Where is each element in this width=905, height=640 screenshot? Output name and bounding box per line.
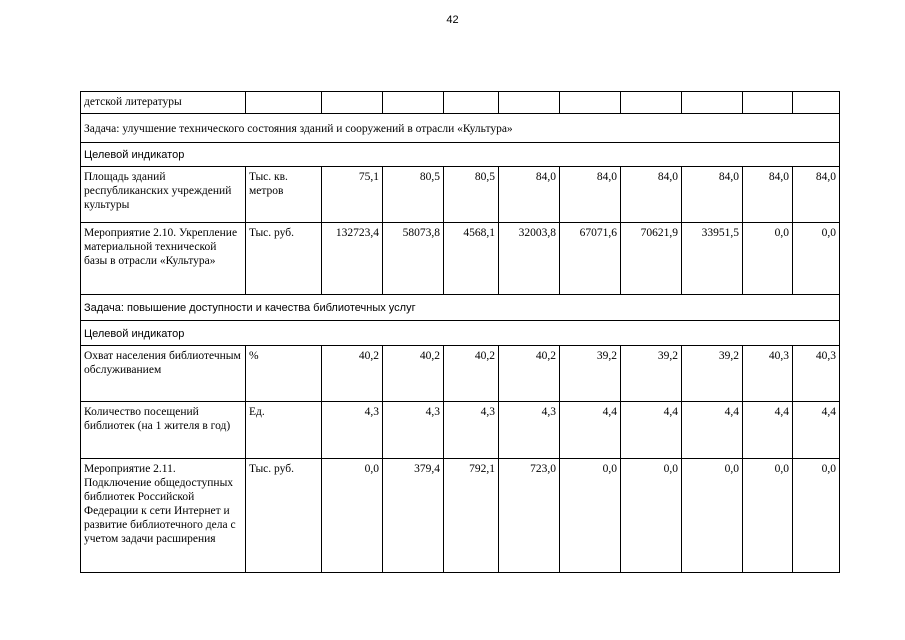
table-row [81,92,840,114]
value-cell [743,92,793,114]
section-row [81,295,840,321]
value-cell: 39,2 [560,346,621,402]
section-heading: Задача: повышение доступности и качества библиотечных услуг [81,295,840,321]
value-cell: 723,0 [499,459,560,573]
value-cell [793,92,840,114]
value-cell: 84,0 [743,167,793,223]
value-cell: 40,2 [444,346,499,402]
unit-cell: % [246,346,322,402]
table-row [81,459,840,573]
value-cell: 40,2 [499,346,560,402]
value-cell: 4,3 [383,402,444,459]
table-row [81,346,840,402]
indicator-name: детской литературы [81,92,246,114]
value-cell: 0,0 [743,459,793,573]
value-cell: 40,2 [383,346,444,402]
table-body [81,92,840,573]
value-cell: 4568,1 [444,223,499,295]
section-heading: Задача: улучшение технического состояния зданий и сооружений в отрасли «Культура» [81,114,840,143]
unit-cell: Тыс. кв. метров [246,167,322,223]
unit-cell: Тыс. руб. [246,223,322,295]
unit-cell: Ед. [246,402,322,459]
value-cell: 67071,6 [560,223,621,295]
value-cell: 32003,8 [499,223,560,295]
value-cell [322,92,383,114]
value-cell [682,92,743,114]
value-cell: 4,3 [322,402,383,459]
indicator-name: Мероприятие 2.11. Подключение общедоступных библиотек Российской Федерации к сети Интернет и развитие библиотечного дела с учетом задачи расширения [81,459,246,573]
value-cell: 80,5 [383,167,444,223]
value-cell: 80,5 [444,167,499,223]
value-cell: 4,4 [743,402,793,459]
value-cell: 75,1 [322,167,383,223]
table-row [81,223,840,295]
value-cell: 4,4 [621,402,682,459]
value-cell [444,92,499,114]
value-cell: 84,0 [682,167,743,223]
value-cell: 0,0 [560,459,621,573]
value-cell: 4,4 [793,402,840,459]
value-cell [621,92,682,114]
section-heading: Целевой индикатор [81,321,840,346]
value-cell: 0,0 [621,459,682,573]
section-row [81,321,840,346]
value-cell: 84,0 [560,167,621,223]
value-cell: 4,4 [560,402,621,459]
value-cell: 84,0 [621,167,682,223]
value-cell: 0,0 [793,223,840,295]
value-cell: 33951,5 [682,223,743,295]
value-cell [383,92,444,114]
page-number: 42 [446,14,459,26]
value-cell: 0,0 [682,459,743,573]
value-cell: 58073,8 [383,223,444,295]
value-cell: 4,3 [499,402,560,459]
value-cell: 0,0 [743,223,793,295]
indicator-name: Мероприятие 2.10. Укрепление материальной технической базы в отрасли «Культура» [81,223,246,295]
value-cell: 0,0 [793,459,840,573]
value-cell: 70621,9 [621,223,682,295]
section-row [81,114,840,143]
value-cell: 40,3 [793,346,840,402]
value-cell: 4,3 [444,402,499,459]
value-cell: 39,2 [682,346,743,402]
value-cell: 792,1 [444,459,499,573]
value-cell [499,92,560,114]
indicator-name: Количество посещений библиотек (на 1 жителя в год) [81,402,246,459]
value-cell: 4,4 [682,402,743,459]
value-cell: 84,0 [793,167,840,223]
unit-cell [246,92,322,114]
indicator-name: Охват населения библиотечным обслуживанием [81,346,246,402]
value-cell [560,92,621,114]
value-cell: 379,4 [383,459,444,573]
unit-cell: Тыс. руб. [246,459,322,573]
section-heading: Целевой индикатор [81,143,840,167]
indicator-name: Площадь зданий республиканских учреждений культуры [81,167,246,223]
table-row [81,167,840,223]
value-cell: 40,3 [743,346,793,402]
value-cell: 132723,4 [322,223,383,295]
value-cell: 0,0 [322,459,383,573]
value-cell: 39,2 [621,346,682,402]
value-cell: 84,0 [499,167,560,223]
value-cell: 40,2 [322,346,383,402]
table-row [81,402,840,459]
indicators-table [80,91,840,573]
section-row [81,143,840,167]
